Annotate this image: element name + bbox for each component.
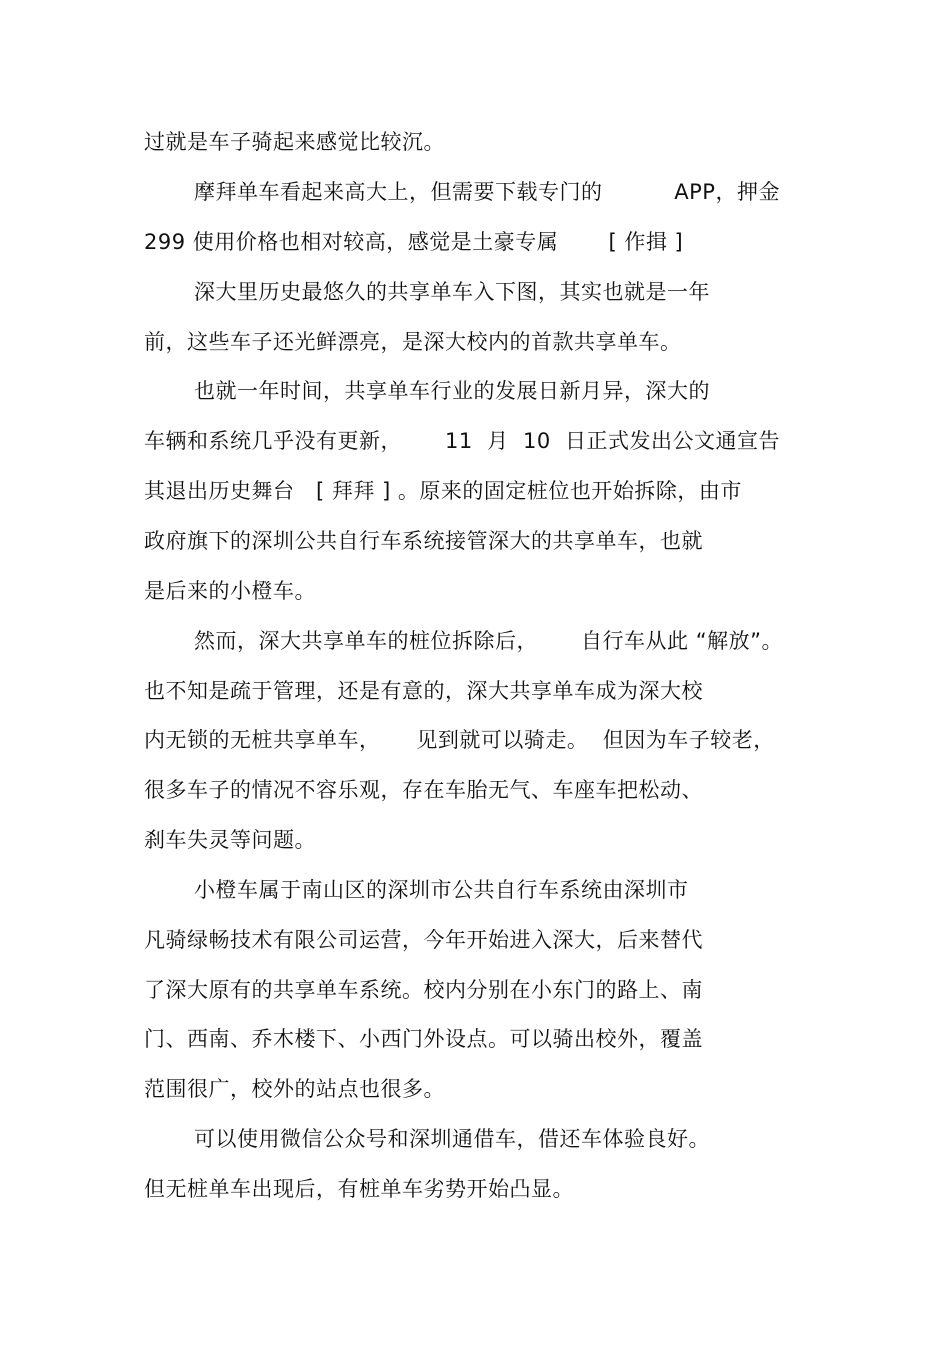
text-line: 其退出历史舞台 [ 拜拜 ] 。原来的固定桩位也开始拆除，由市: [144, 479, 742, 503]
text-line: 可以使用微信公众号和深圳通借车，借还车体验良好。: [194, 1127, 710, 1151]
text-line: 是后来的小橙车。: [144, 579, 316, 603]
text-line: 也就一年时间，共享单车行业的发展日新月异，深大的: [194, 379, 710, 403]
text-line: 范围很广，校外的站点也很多。: [144, 1077, 445, 1101]
text-line: 政府旗下的深圳公共自行车系统接管深大的共享单车，也就: [144, 529, 703, 553]
text-line: 内无锁的无桩共享单车， 见到就可以骑走。 但因为车子较老，: [144, 728, 775, 752]
text-line: 车辆和系统几乎没有更新， 11 月 10 日正式发出公文通宣告: [144, 429, 781, 453]
text-line: 摩拜单车看起来高大上，但需要下载专门的 APP，押金: [194, 180, 780, 204]
text-line: 过就是车子骑起来感觉比较沉。: [144, 130, 445, 154]
text-line: 小橙车属于南山区的深圳市公共自行车系统由深圳市: [194, 878, 689, 902]
text-line: 然而，深大共享单车的桩位拆除后， 自行车从此 “解放”。: [194, 629, 783, 653]
text-line: 很多车子的情况不容乐观，存在车胎无气、车座车把松动、: [144, 778, 703, 802]
text-line: 但无桩单车出现后，有桩单车劣势开始凸显。: [144, 1177, 574, 1201]
text-line: 门、西南、乔木楼下、小西门外设点。可以骑出校外，覆盖: [144, 1027, 703, 1051]
text-line: 凡骑绿畅技术有限公司运营，今年开始进入深大，后来替代: [144, 928, 703, 952]
text-line: 299 使用价格也相对较高，感觉是土豪专属 [ 作揖 ]: [144, 230, 684, 254]
text-line: 刹车失灵等问题。: [144, 828, 316, 852]
text-line: 了深大原有的共享单车系统。校内分别在小东门的路上、南: [144, 978, 703, 1002]
text-line: 深大里历史最悠久的共享单车入下图，其实也就是一年: [194, 280, 710, 304]
text-line: 也不知是疏于管理，还是有意的，深大共享单车成为深大校: [144, 679, 703, 703]
text-line: 前，这些车子还光鲜漂亮，是深大校内的首款共享单车。: [144, 330, 682, 354]
